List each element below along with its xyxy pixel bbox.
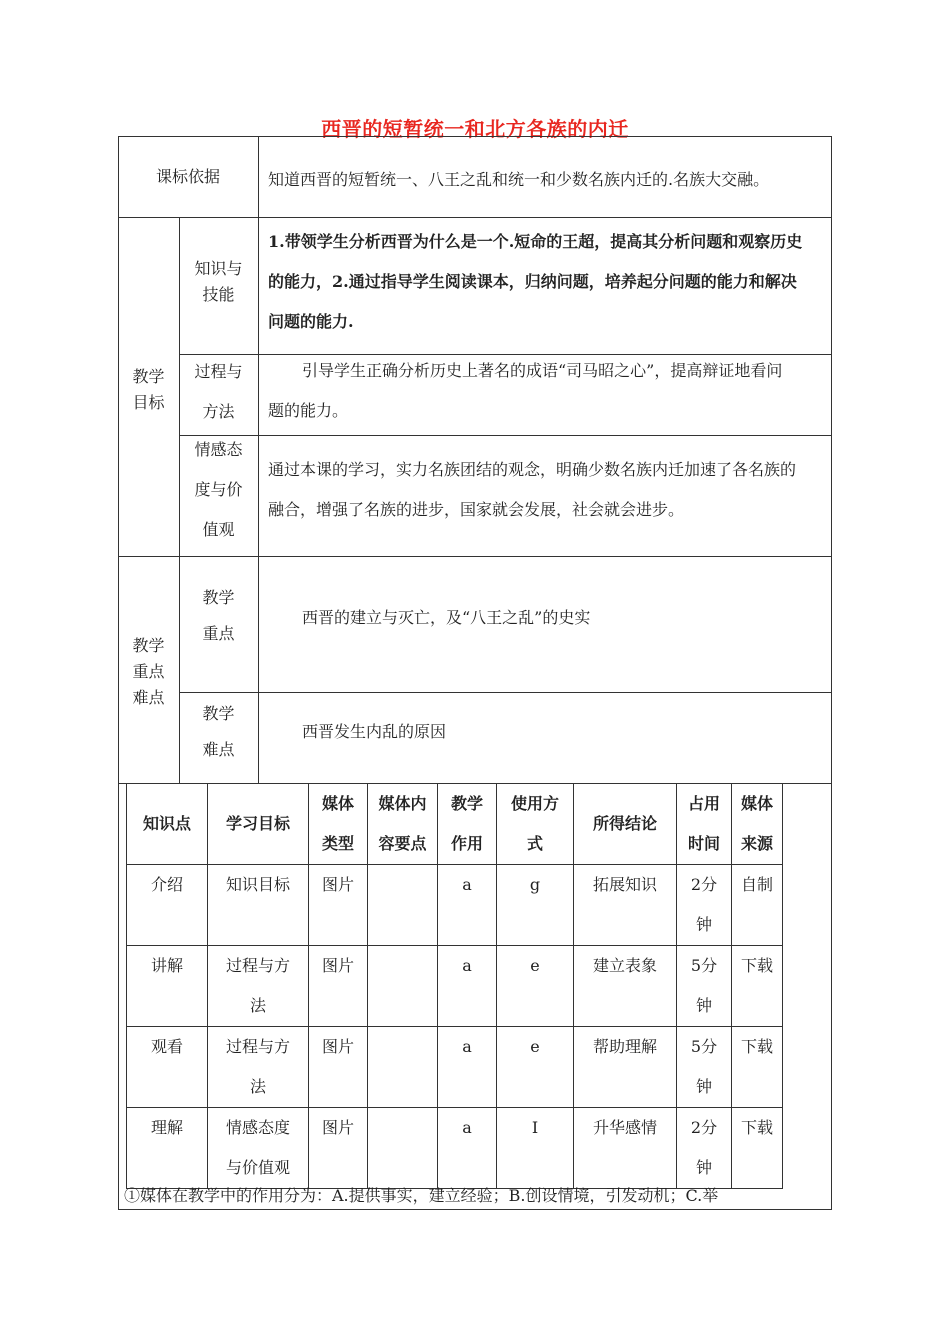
cell-text: e <box>530 956 540 975</box>
difficulty-label: 教学 难点 <box>202 704 235 759</box>
table-cell <box>574 946 677 1027</box>
keypoints-label: 教学 重点 难点 <box>132 636 165 707</box>
cell-text: 讲解 <box>150 956 183 975</box>
cell-text: 类型 <box>321 834 354 853</box>
table-row <box>127 1108 783 1189</box>
cell-text: 2分 <box>690 875 718 894</box>
cell-text: 下载 <box>740 1118 773 1137</box>
goal-values-text: 通过本课的学习，实力名族团结的观念，明确少数名族内迁加速了各名族的 融合，增强了名族的进步，国家就会发展，社会就会进步。 <box>268 460 797 519</box>
cell-text: 过程与方 <box>225 1037 290 1056</box>
goals-label: 教学 目标 <box>132 367 165 412</box>
table-cell <box>438 1027 497 1108</box>
cell-text: a <box>462 1118 472 1137</box>
table-cell <box>438 865 497 946</box>
table-cell <box>309 946 368 1027</box>
cell-text: 观看 <box>150 1037 183 1056</box>
cell-text: 图片 <box>321 1037 354 1056</box>
table-cell <box>574 865 677 946</box>
footnote: ①媒体在教学中的作用分为：A.提供事实，建立经验；B.创设情境，引发动机；C.举 <box>124 1186 719 1205</box>
cell-text: 时间 <box>687 834 720 853</box>
row-divider <box>118 556 832 557</box>
cell-text: 拓展知识 <box>592 875 657 894</box>
table-cell <box>732 1108 783 1189</box>
table-cell <box>497 1027 574 1108</box>
table-header-cell <box>438 784 497 865</box>
cell-text: 帮助理解 <box>592 1037 657 1056</box>
table-header-cell <box>127 784 208 865</box>
cell-text: 介绍 <box>150 875 183 894</box>
media-table <box>126 783 782 1185</box>
table-cell <box>677 946 732 1027</box>
cell-text: 过程与方 <box>225 956 290 975</box>
cell-text: I <box>531 1118 539 1137</box>
cell-text: 学习目标 <box>225 814 290 833</box>
cell-text: 钟 <box>695 996 712 1015</box>
table-cell <box>497 946 574 1027</box>
table-row <box>127 1027 783 1108</box>
table-cell <box>127 1027 208 1108</box>
table-cell <box>309 1108 368 1189</box>
basis-text: 知道西晋的短暂统一、八王之乱和统一和少数名族内迁的.名族大交融。 <box>268 170 770 189</box>
cell-text: 知识目标 <box>225 875 290 894</box>
cell-text: 图片 <box>321 956 354 975</box>
table-cell <box>732 946 783 1027</box>
table-cell <box>497 1108 574 1189</box>
table-header-cell <box>497 784 574 865</box>
cell-text: 知识点 <box>142 814 191 833</box>
cell-text: 下载 <box>740 1037 773 1056</box>
difficulty-text: 西晋发生内乱的原因 <box>302 722 447 741</box>
goal-knowledge-label: 知识与 技能 <box>194 259 243 304</box>
cell-text: 与价值观 <box>225 1158 290 1177</box>
cell-text: 自制 <box>740 875 773 894</box>
cell-text: 来源 <box>740 834 773 853</box>
table-cell <box>368 946 438 1027</box>
cell-text: 式 <box>526 834 543 853</box>
cell-text: 钟 <box>695 1077 712 1096</box>
cell-text: 建立表象 <box>592 956 657 975</box>
table-cell <box>208 1108 309 1189</box>
cell-text: a <box>462 875 472 894</box>
cell-text: 理解 <box>150 1118 183 1137</box>
table-cell <box>438 946 497 1027</box>
table-cell <box>497 865 574 946</box>
cell-text: 媒体 <box>740 794 773 813</box>
goal-process-label: 过程与 方法 <box>194 362 243 421</box>
cell-text: 图片 <box>321 875 354 894</box>
row-divider <box>179 692 832 693</box>
table-cell <box>309 865 368 946</box>
table-cell <box>127 1108 208 1189</box>
cell-text: 作用 <box>450 834 483 853</box>
table-header-cell <box>677 784 732 865</box>
focus-label: 教学 重点 <box>202 588 235 643</box>
cell-text: 所得结论 <box>592 814 657 833</box>
cell-text: 图片 <box>321 1118 354 1137</box>
cell-text: 媒体内 <box>378 794 427 813</box>
cell-text: 媒体 <box>321 794 354 813</box>
table-header-cell <box>368 784 438 865</box>
table-cell <box>438 1108 497 1189</box>
goal-process-text: 引导学生正确分析历史上著名的成语“司马昭之心”，提高辩证地看问 题的能力。 <box>268 361 783 420</box>
cell-text: a <box>462 956 472 975</box>
table-cell <box>368 865 438 946</box>
table-cell <box>208 946 309 1027</box>
table-header-cell <box>574 784 677 865</box>
cell-text: 钟 <box>695 1158 712 1177</box>
cell-text: g <box>529 875 541 894</box>
basis-label: 课标依据 <box>155 167 220 186</box>
cell-text: 占用 <box>687 794 720 813</box>
cell-text: 法 <box>249 1077 266 1096</box>
cell-text: 钟 <box>695 915 712 934</box>
cell-text: 法 <box>249 996 266 1015</box>
table-cell <box>127 946 208 1027</box>
table-cell <box>677 1108 732 1189</box>
table-cell <box>677 1027 732 1108</box>
table-cell <box>732 865 783 946</box>
table-header-cell <box>208 784 309 865</box>
cell-text: 2分 <box>690 1118 718 1137</box>
table-cell <box>208 1027 309 1108</box>
table-row <box>127 865 783 946</box>
table-cell <box>127 865 208 946</box>
cell-text: 升华感情 <box>592 1118 657 1137</box>
cell-text: 5分 <box>690 956 718 975</box>
row-divider <box>179 435 832 436</box>
cell-text: 情感态度 <box>225 1118 290 1137</box>
page-title: 西晋的短暂统一和北方各族的内迁 <box>321 117 629 141</box>
table-header-cell <box>732 784 783 865</box>
table-cell <box>368 1027 438 1108</box>
goal-values-label: 情感态 度与价 值观 <box>194 440 243 539</box>
table-row <box>127 946 783 1027</box>
row-divider <box>118 217 832 218</box>
table-cell <box>309 1027 368 1108</box>
table-cell <box>677 865 732 946</box>
table-cell <box>208 865 309 946</box>
cell-text: 容要点 <box>378 834 427 853</box>
cell-text: 教学 <box>450 794 483 813</box>
cell-text: a <box>462 1037 472 1056</box>
cell-text: 使用方 <box>510 794 559 813</box>
goal-knowledge-text: 1.带领学生分析西晋为什么是一个.短命的王超，提高其分析问题和观察历史 的能力，2.通过指导学生阅读课本，归纳问题，培养起分问题的能力和解决 问题的能力. <box>268 232 803 331</box>
cell-text: e <box>530 1037 540 1056</box>
cell-text: 5分 <box>690 1037 718 1056</box>
table-cell <box>732 1027 783 1108</box>
cell-text: 下载 <box>740 956 773 975</box>
focus-text: 西晋的建立与灭亡，及“八王之乱”的史实 <box>302 608 591 627</box>
table-cell <box>574 1108 677 1189</box>
table-cell <box>574 1027 677 1108</box>
column-divider <box>258 136 259 784</box>
table-header-cell <box>309 784 368 865</box>
table-cell <box>368 1108 438 1189</box>
table-header-row <box>127 784 783 865</box>
